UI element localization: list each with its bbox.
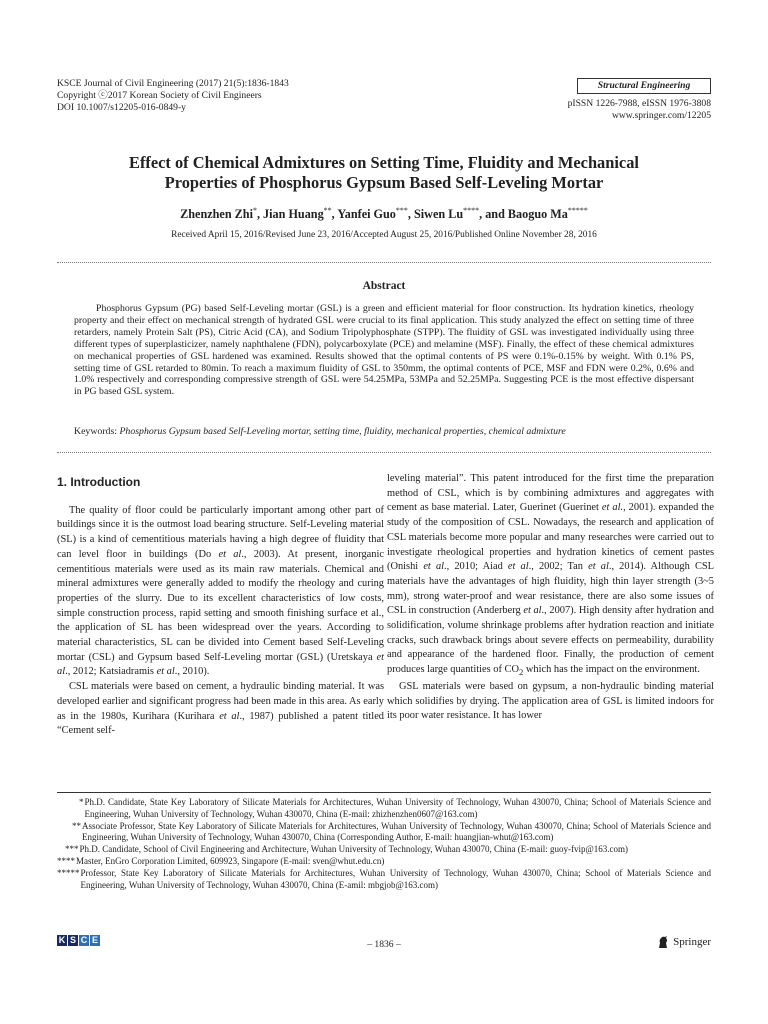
- author-name: Yanfei Guo: [337, 207, 396, 222]
- logo-letter: E: [91, 935, 98, 945]
- footnote: [57, 844, 711, 856]
- footnote-mark: ***: [65, 844, 79, 855]
- paper-title: [57, 153, 711, 193]
- author-name: Siwen Lu: [414, 207, 464, 222]
- author-name: Jian Huang: [263, 207, 324, 222]
- journal-info: [568, 78, 711, 122]
- text-run: The quality of floor could be particularly important among other part of buildings since it is the outmost load bearing structure. Self-Leveling material (SL) is a kind of cementitious materials having a high degree of fluidity that can level floor in buildings (Do: [57, 504, 384, 560]
- footnote-text: Ph.D. Candidate, School of Civil Engineering and Architecture, Wuhan University of Technology, Wuhan 430070, China (E-mail: guoy-fvip@163.com): [79, 844, 628, 855]
- text-run: ., 2010).: [174, 666, 210, 678]
- website-link[interactable]: www.springer.com/12205: [611, 110, 711, 121]
- text-run: CSL materials were based on cement, a hydraulic binding material. It was developed earlier and significant progress had been made in this area. As early as in the 1980s, Kurihara (Kurihara: [57, 681, 384, 722]
- logo-letter: S: [69, 935, 76, 945]
- text-run: et al: [507, 561, 529, 573]
- footnote: [57, 821, 711, 845]
- section-heading-introduction: 1. Introduction: [57, 475, 141, 489]
- text-run: et al: [588, 561, 609, 573]
- footnote-mark: ****: [57, 855, 75, 866]
- text-run: ., 2014). Although CSL materials have the advantages of high fluidity, high thin layer strength (3~5 mm), strong water-proof and wear resistance, there are also some issues of CSL in construction (Anderberg: [387, 561, 714, 617]
- keywords: [74, 426, 714, 437]
- body-column-left: [57, 472, 384, 739]
- paragraph: [57, 504, 384, 680]
- author-mark: **: [323, 206, 332, 215]
- text-run: ., 1987) published a patent titled “Cement self-: [57, 710, 384, 737]
- springer-logo: [656, 935, 711, 949]
- footnote-rule: [57, 792, 711, 793]
- text-run: et al: [219, 710, 240, 722]
- text-run: et al.: [601, 502, 624, 514]
- author-name: Zhenzhen Zhi: [180, 207, 253, 222]
- received-dates: Received April 15, 2016/Revised June 23, 2016/Accepted August 25, 2016/Published Online November 28, 2016: [171, 230, 597, 240]
- author-mark: ***: [395, 206, 408, 215]
- footnote-mark: *****: [57, 867, 80, 878]
- publisher-name: Springer: [673, 936, 711, 948]
- keywords-label: Keywords:: [74, 426, 120, 437]
- body-column-right: [387, 472, 714, 724]
- abstract-heading: Abstract: [362, 280, 406, 292]
- text-run: which has the impact on the environment.: [523, 664, 700, 676]
- issn-line: pISSN 1226-7988, eISSN 1976-3808: [567, 98, 711, 109]
- author-footnotes: [57, 797, 711, 891]
- springer-horse-icon: [656, 935, 670, 949]
- divider-top: [57, 262, 711, 263]
- author-mark: *****: [567, 206, 588, 215]
- divider-bottom: [57, 452, 711, 453]
- text-run: et al: [156, 666, 175, 678]
- footnote: [57, 868, 711, 892]
- abstract-text: Phosphorus Gypsum (PG) based Self-Leveling mortar (GSL) is a green and efficient material for floor construction. Its hydration kinetics, rheology property and their effect on mechanical strength of hydrated GSL were crucial to its final application. This study analyzed the effect on setting time of three retarders, namely Protein Salt (PS), Citric Acid (CA), and Sodium Tripolyphosphate (STPP). The fluidity of GSL was investigated individually using three different types of superplasticizer, namely naphthalene (FDN), polycarboxylate (PCE) and melamine (MSF). Finally, the effect of these chemical admixtures on mechanical properties of GSL hardened was examined. Results showed that the optimal contents of PS were 0.1%-0.15% by weight. With 0.1% PS, setting time of GSL retarded to 80min. To reach a maximum fluidity of GSL to 350mm, the optimal contents of PCE, MSF and FDN were 0.2%, 0.6% and 1.0% respectively and corresponding compressive strength of GSL were 54.25MPa, 53MPa and 52.25MPa. Suggesting PCE is the most effective dispersant in PG based GSL system.: [74, 303, 694, 398]
- journal-header: [57, 78, 289, 114]
- author-separator: ,: [256, 207, 264, 222]
- author-name: Baoguo Ma: [507, 207, 568, 222]
- text-run: leveling material”. This patent introduced for the first time the preparation method of CSL, which is by combining admixtures and aggregates with cement as base material. Later, Guerinet (Guerinet: [387, 473, 714, 514]
- text-run: ., 2012; Katsiadramis: [65, 666, 157, 678]
- author-list: [57, 206, 711, 222]
- title-line-1: Effect of Chemical Admixtures on Setting Time, Fluidity and Mechanical: [129, 153, 639, 172]
- footnote-text: Associate Professor, State Key Laboratory of Silicate Materials for Architectures, Wuhan University of Technology, Wuhan 430070, China; School of Materials Science and Engineering, Wuhan University of Technology, Wuhan 430070, China (Corresponding Author, E-mail: huangjian-whut@163.com): [82, 820, 711, 843]
- paragraph: [387, 472, 714, 680]
- footnote: [57, 797, 711, 821]
- author-separator: ,: [407, 207, 414, 222]
- text-run: ., 2002; Tan: [528, 561, 589, 573]
- author-mark: *: [252, 206, 257, 215]
- text-run: GSL materials were based on gypsum, a non-hydraulic binding material which solidifies by drying. The application area of GSL is limited indoors for its poor water resistance. It has lower: [387, 680, 714, 722]
- page-number: – 1836 –: [367, 939, 401, 950]
- footnote-text: Ph.D. Candidate, State Key Laboratory of Silicate Materials for Architectures, Wuhan University of Technology, Wuhan 430070, China; School of Materials Science and Engineering, Wuhan University of Technology, Wuhan 430070, China (E-mail: zhizhenzhen0607@163.com): [84, 797, 711, 819]
- text-run: ., 2010; Aiad: [444, 561, 508, 573]
- paragraph: [57, 680, 384, 739]
- logo-letter: K: [58, 935, 66, 945]
- text-run: ., 2007). High density after hydration and solidification, volume shrinkage problems after hydration reaction and initiate cracks, such drawback brings about severe effects on permeability, durability and appearance of the hardened floor. Finally, the production of cement produces large quantities of CO: [387, 605, 714, 676]
- text-run: et al: [218, 548, 242, 560]
- text-run: et al: [523, 605, 542, 617]
- author-separator: ,: [331, 207, 338, 222]
- footnote-mark: *: [79, 797, 84, 807]
- journal-citation: KSCE Journal of Civil Engineering (2017) 21(5):1836-1843: [57, 78, 289, 89]
- text-run: 2: [518, 667, 524, 678]
- footnote-text: Professor, State Key Laboratory of Silicate Materials for Architectures, Wuhan University of Technology, Wuhan 430070, China; School of Materials Science and Engineering, Wuhan University of Technology, Wuhan 430070, China (E-amil: mbgjob@163.com): [80, 867, 711, 890]
- copyright-line: Copyright ⓒ2017 Korean Society of Civil Engineers: [57, 90, 262, 101]
- text-run: et al: [57, 651, 384, 678]
- paragraph: [387, 680, 714, 724]
- keywords-value: Phosphorus Gypsum based Self-Leveling mortar, setting time, fluidity, mechanical properties, chemical admixture: [119, 426, 566, 437]
- section-label: Structural Engineering: [577, 78, 711, 94]
- author-mark: ****: [463, 206, 480, 215]
- text-run: ., 2003). At present, inorganic cementitious materials were used as its main raw materials. Chemical and mineral admixtures were generally added to modify the rheology and curing properties of the slurry. Due to its excellent characteristics of low costs, simple construction process, rapid setting and smooth finishing surface et al., the application of SL has been widespread over the years. According to material characteristics, SL can be divided into Cement based Self-Leveling mortar (CSL) and Gypsum based Self-Leveling mortar (GSL) (Uretskaya: [57, 548, 384, 663]
- title-line-2: Properties of Phosphorus Gypsum Based Self-Leveling Mortar: [164, 173, 604, 192]
- footnote-text: Master, EnGro Corporation Limited, 609923, Singapore (E-mail: sven@whut.edu.cn): [76, 855, 385, 866]
- footnote: [57, 856, 711, 868]
- text-run: et al: [423, 561, 445, 573]
- author-separator: , and: [479, 207, 508, 222]
- logo-letter: C: [80, 935, 88, 945]
- doi-line: DOI 10.1007/s12205-016-0849-y: [57, 102, 186, 113]
- text-run: , 2001). expanded the study of the composition of CSL. Nowadays, the research and application of CSL materials become more popular and many researches were carried out to investigate rheological properties and hydration kinetics of cement pastes (Onishi: [387, 502, 714, 573]
- footnote-mark: **: [72, 820, 81, 831]
